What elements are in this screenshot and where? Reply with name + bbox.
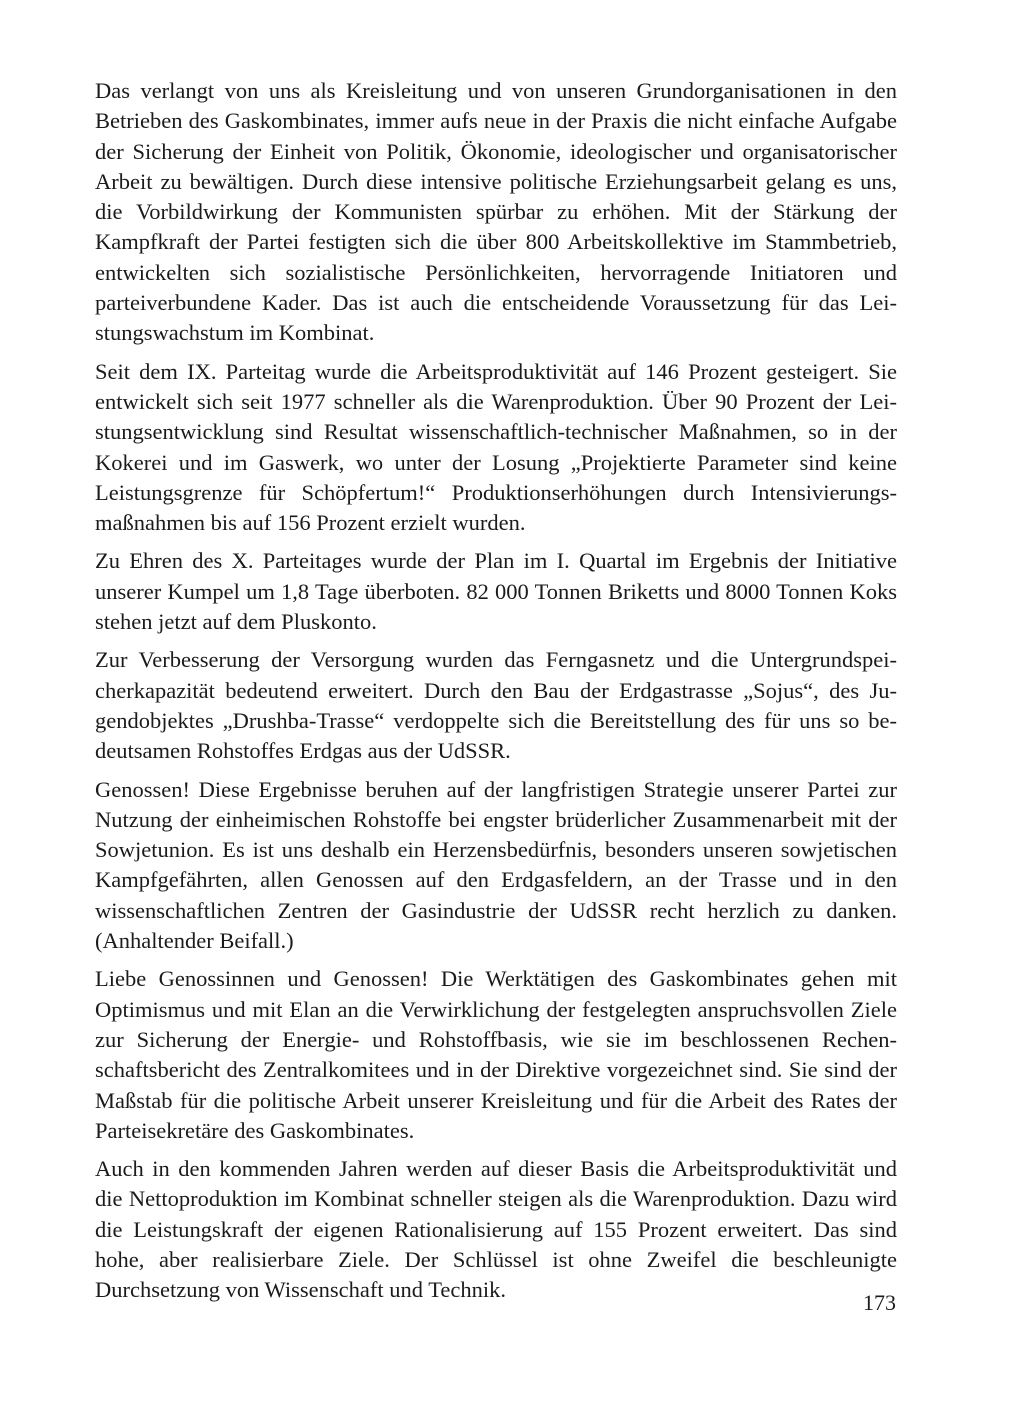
page-number: 173 — [863, 1290, 896, 1315]
paragraph-7: Auch in den kommenden Jahren werden auf dieser Basis die Arbeitsproduktivität und die Nettoproduktion im Kombinat schneller steigen als die Warenproduktion. Dazu wird die Leistungskraft der eigenen Rationalisierung auf 155 Prozent erweitert. Das sind hohe, aber realisierbare Ziele. Der Schlüssel ist ohne Zweifel die beschleunigte Durchsetzung von Wissenschaft und Technik. — [95, 1156, 897, 1303]
paragraph-2: Seit dem IX. Parteitag wurde die Arbeitsproduktivität auf 146 Prozent gesteigert. Sie entwickelt sich seit 1977 schneller als die Warenproduktion. Über 90 Prozent der Leistungsentwicklung sind Resultat wissenschaftlich-technischer Maßnahmen, so in der Kokerei und im Gaswerk, wo unter der Losung „Projektierte Parameter sind keine Leistungsgrenze für Schöpfertum!“ Produktionserhöhungen durch Intensivierungsmaßnahmen bis auf 156 Prozent erzielt wurden. — [95, 358, 897, 536]
paragraph-6: Liebe Genossinnen und Genossen! Die Werktätigen des Gaskombinates gehen mit Optimismus und mit Elan an die Verwirklichung der festgelegten anspruchsvollen Ziele zur Sicherung der Energie- und Rohstoffbasis, wie sie im beschlossenen Rechenschaftsbericht des Zentralkomitees und in der Direktive vorgezeichnet sind. Sie sind der Maßstab für die politische Arbeit unserer Kreisleitung und für die Arbeit des Rates der Parteisekretäre des Gaskombinates. — [95, 966, 897, 1143]
page-body — [95, 76, 897, 1314]
paragraph-4: Zur Verbesserung der Versorgung wurden das Ferngasnetz und die Untergrundspeicherkapazität bedeutend erweitert. Durch den Bau der Erdgastrasse „Sojus“, des Jugendobjektes „Drushba-Trasse“ verdoppelte sich die Bereitstellung des für uns so bedeutsamen Rohstoffes Erdgas aus der UdSSR. — [95, 647, 897, 764]
paragraph-1: Das verlangt von uns als Kreisleitung und von unseren Grundorganisationen in den Betrieben des Gaskombinates, immer aufs neue in der Praxis die nicht einfache Aufgabe der Sicherung der Einheit von Politik, Ökonomie, ideologischer und organisatorischer Arbeit zu bewältigen. Durch diese intensive politische Erziehungsarbeit gelang es uns, die Vorbildwirkung der Kommunisten spürbar zu erhöhen. Mit der Stärkung der Kampfkraft der Partei festigten sich die über 800 Arbeitskollektive im Stammbetrieb, entwickelten sich sozialistische Persönlichkeiten, hervorragende Initiatoren und parteiverbundene Kader. Das ist auch die entscheidende Voraussetzung für das Leistungswachstum im Kombinat. — [95, 78, 897, 346]
paragraph-3: Zu Ehren des X. Parteitages wurde der Plan im I. Quartal im Ergebnis der Initiative unserer Kumpel um 1,8 Tage überboten. 82 000 Tonnen Briketts und 8000 Tonnen Koks stehen jetzt auf dem Pluskonto. — [95, 548, 897, 635]
paragraph-5: Genossen! Diese Ergebnisse beruhen auf der langfristigen Strategie unserer Partei zur Nutzung der einheimischen Rohstoffe bei engster brüderlicher Zusammenarbeit mit der Sowjetunion. Es ist uns deshalb ein Herzensbedürfnis, besonders unseren sowjetischen Kampfgefährten, allen Genossen auf den Erdgasfeldern, an der Trasse und in den wissenschaftlichen Zentren der Gasindustrie der UdSSR recht herzlich zu danken. (Anhaltender Beifall.) — [95, 776, 897, 954]
